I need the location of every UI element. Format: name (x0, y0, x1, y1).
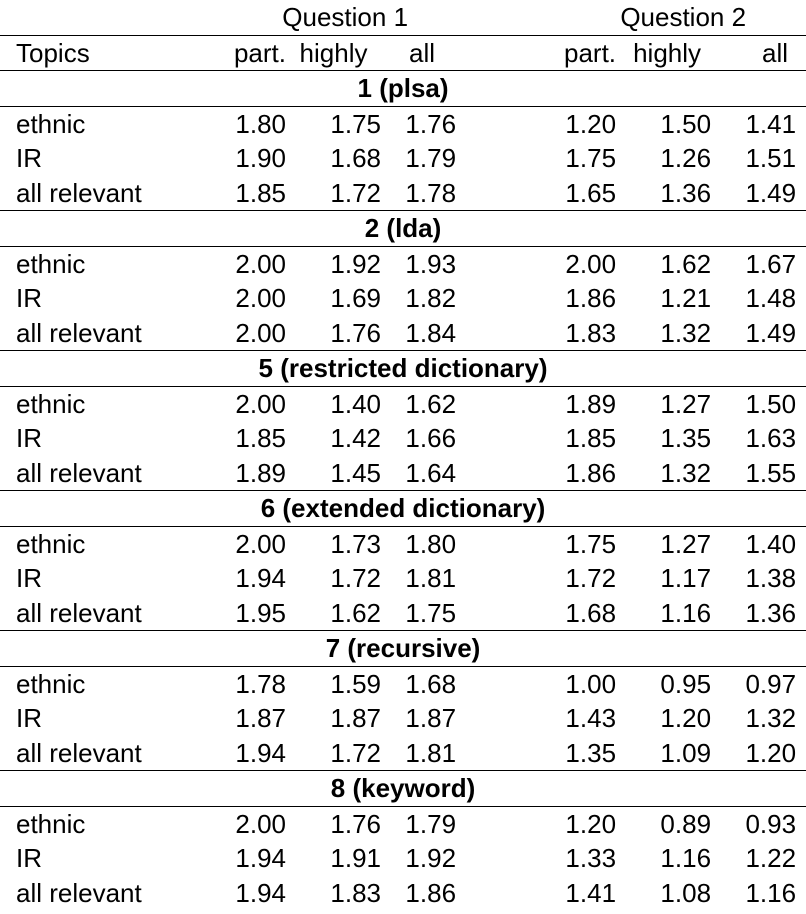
topic-label: all relevant (16, 457, 142, 488)
q1-highly-cell: 1.62 (330, 597, 381, 628)
section-title: 2 (lda) (0, 211, 806, 247)
q1-part-cell: 1.95 (235, 597, 286, 628)
topic-label: ethnic (0, 526, 210, 561)
q1-part-cell: 1.85 (235, 423, 286, 454)
q1-part-header: part. (210, 35, 286, 71)
topic-label: ethnic (0, 386, 210, 421)
q2-highly-cell: 1.21 (660, 283, 712, 314)
q1-highly-cell: 1.68 (330, 143, 381, 174)
table-row (0, 701, 806, 736)
q1-part-cell: 1.87 (235, 703, 286, 734)
topic-label: all relevant (16, 737, 142, 768)
topic-label: IR (16, 423, 42, 454)
q2-part-cell: 1.35 (565, 737, 617, 768)
table-row (0, 456, 806, 491)
table-row (0, 246, 806, 281)
q2-all-cell: 1.32 (745, 703, 797, 734)
q2-highly-cell: 0.89 (616, 806, 711, 841)
q2-part-cell: 1.20 (456, 806, 616, 841)
q2-all-cell: 1.55 (745, 457, 797, 488)
q1-all-header: all (381, 35, 456, 71)
table-row (0, 141, 806, 176)
q2-part-cell: 1.20 (456, 106, 616, 141)
topic-label: all relevant (16, 177, 142, 208)
table-row (0, 176, 806, 211)
topic-label: IR (16, 283, 42, 314)
q1-part-cell: 1.85 (235, 177, 286, 208)
q2-part-cell: 1.41 (565, 877, 617, 908)
q1-all-cell: 1.80 (381, 526, 456, 561)
q2-highly-cell: 1.32 (660, 317, 712, 348)
q2-part-cell: 1.65 (565, 177, 617, 208)
q1-highly-cell: 1.72 (330, 177, 381, 208)
topic-label: all relevant (16, 597, 142, 628)
q1-part-cell: 1.94 (235, 563, 286, 594)
table-row (0, 526, 806, 561)
q1-highly-header: highly (286, 35, 381, 71)
q1-all-cell: 1.64 (405, 457, 457, 488)
q2-highly-cell: 1.09 (660, 737, 712, 768)
q1-all-cell: 1.82 (405, 283, 457, 314)
q1-part-cell: 1.78 (210, 666, 286, 701)
q2-all-cell: 0.93 (711, 806, 806, 841)
q2-highly-cell: 1.08 (660, 877, 712, 908)
section-header-row (0, 491, 806, 527)
q1-highly-cell: 1.76 (286, 806, 381, 841)
question-2-header: Question 2 (620, 2, 747, 33)
topics-header: Topics (0, 35, 210, 71)
q1-part-cell: 2.00 (235, 283, 286, 314)
q2-all-cell: 1.40 (711, 526, 806, 561)
q1-highly-cell: 1.83 (330, 877, 381, 908)
q2-highly-cell: 1.26 (660, 143, 712, 174)
q2-highly-cell: 1.32 (660, 457, 712, 488)
q2-highly-cell: 1.17 (660, 563, 712, 594)
q1-highly-cell: 1.40 (286, 386, 381, 421)
q1-part-cell: 1.94 (235, 843, 286, 874)
q1-part-cell: 2.00 (210, 806, 286, 841)
q2-all-cell: 1.67 (711, 246, 806, 281)
q2-part-cell: 1.00 (456, 666, 616, 701)
q2-part-cell: 1.83 (565, 317, 617, 348)
q2-part-header: part. (456, 35, 616, 71)
topic-label: IR (16, 703, 42, 734)
table-row (0, 316, 806, 351)
table-row (0, 561, 806, 596)
q2-highly-cell: 1.27 (616, 526, 711, 561)
topic-label: IR (16, 843, 42, 874)
q2-highly-cell: 1.20 (660, 703, 712, 734)
q1-all-cell: 1.68 (381, 666, 456, 701)
q2-all-cell: 1.22 (745, 843, 797, 874)
q1-all-cell: 1.81 (405, 563, 457, 594)
q1-all-cell: 1.78 (405, 177, 457, 208)
q2-part-cell: 1.75 (456, 526, 616, 561)
q2-part-cell: 1.43 (565, 703, 617, 734)
q2-all-header: all (711, 35, 806, 71)
q1-part-cell: 1.94 (235, 737, 286, 768)
q1-all-cell: 1.79 (405, 143, 457, 174)
table-row (0, 841, 806, 876)
q2-highly-cell: 1.16 (660, 843, 712, 874)
question-1-header: Question 1 (282, 2, 409, 33)
q1-all-cell: 1.66 (405, 423, 457, 454)
q2-highly-cell: 1.36 (660, 177, 712, 208)
q2-part-cell: 1.86 (565, 457, 617, 488)
q2-part-cell: 2.00 (456, 246, 616, 281)
q1-part-cell: 1.90 (235, 143, 286, 174)
q1-part-cell: 2.00 (210, 246, 286, 281)
q1-all-cell: 1.79 (381, 806, 456, 841)
table-row (0, 596, 806, 631)
q1-all-cell: 1.87 (405, 703, 457, 734)
q2-all-cell: 1.63 (745, 423, 797, 454)
q2-all-cell: 1.51 (745, 143, 797, 174)
q2-all-cell: 1.48 (745, 283, 797, 314)
topic-label: all relevant (16, 877, 142, 908)
q1-all-cell: 1.86 (405, 877, 457, 908)
q2-part-cell: 1.89 (456, 386, 616, 421)
q2-all-cell: 1.36 (745, 597, 797, 628)
q2-part-cell: 1.68 (565, 597, 617, 628)
q1-highly-cell: 1.42 (330, 423, 381, 454)
section-header-row (0, 771, 806, 807)
q1-all-cell: 1.93 (381, 246, 456, 281)
q1-highly-cell: 1.45 (330, 457, 381, 488)
q2-all-cell: 0.97 (711, 666, 806, 701)
table-row (0, 876, 806, 911)
q1-highly-cell: 1.92 (286, 246, 381, 281)
table-row (0, 736, 806, 771)
topic-label: IR (16, 563, 42, 594)
q1-highly-cell: 1.72 (330, 737, 381, 768)
q2-highly-cell: 1.62 (616, 246, 711, 281)
q1-part-cell: 1.80 (210, 106, 286, 141)
q2-all-cell: 1.20 (745, 737, 797, 768)
topic-label: IR (16, 143, 42, 174)
section-title: 8 (keyword) (0, 771, 806, 807)
q1-highly-cell: 1.87 (330, 703, 381, 734)
topic-label: ethnic (0, 666, 210, 701)
section-header-row (0, 71, 806, 107)
q2-highly-cell: 1.27 (616, 386, 711, 421)
q1-highly-cell: 1.76 (330, 317, 381, 348)
q2-all-cell: 1.41 (711, 106, 806, 141)
section-title: 1 (plsa) (0, 71, 806, 107)
table-row (0, 281, 806, 316)
q2-part-cell: 1.86 (565, 283, 617, 314)
section-header-row (0, 351, 806, 387)
table-row (0, 421, 806, 456)
q1-highly-cell: 1.72 (330, 563, 381, 594)
section-title: 5 (restricted dictionary) (0, 351, 806, 387)
q2-part-cell: 1.33 (565, 843, 617, 874)
q1-highly-cell: 1.75 (286, 106, 381, 141)
section-title: 7 (recursive) (0, 631, 806, 667)
q2-all-cell: 1.49 (745, 317, 797, 348)
q1-highly-cell: 1.73 (286, 526, 381, 561)
q2-all-cell: 1.38 (745, 563, 797, 594)
q2-part-cell: 1.75 (565, 143, 617, 174)
q2-highly-header: highly (616, 35, 711, 71)
header-row-questions (0, 0, 806, 35)
q1-highly-cell: 1.59 (286, 666, 381, 701)
topic-label: ethnic (0, 106, 210, 141)
q2-highly-cell: 1.50 (616, 106, 711, 141)
table-row (0, 386, 806, 421)
q2-all-cell: 1.16 (745, 877, 797, 908)
q1-highly-cell: 1.69 (330, 283, 381, 314)
topic-label: ethnic (0, 806, 210, 841)
q2-part-cell: 1.85 (565, 423, 617, 454)
q1-part-cell: 2.00 (235, 317, 286, 348)
q2-all-cell: 1.49 (745, 177, 797, 208)
q1-all-cell: 1.92 (405, 843, 457, 874)
topic-label: all relevant (16, 317, 142, 348)
q1-part-cell: 1.94 (235, 877, 286, 908)
q1-all-cell: 1.81 (405, 737, 457, 768)
q2-highly-cell: 1.16 (660, 597, 712, 628)
section-title: 6 (extended dictionary) (0, 491, 806, 527)
q2-all-cell: 1.50 (711, 386, 806, 421)
q1-all-cell: 1.76 (381, 106, 456, 141)
q1-part-cell: 2.00 (210, 526, 286, 561)
section-header-row (0, 631, 806, 667)
q1-all-cell: 1.75 (405, 597, 457, 628)
q1-all-cell: 1.84 (405, 317, 457, 348)
q1-all-cell: 1.62 (381, 386, 456, 421)
table-row (0, 666, 806, 701)
q1-part-cell: 2.00 (210, 386, 286, 421)
section-header-row (0, 211, 806, 247)
q2-part-cell: 1.72 (565, 563, 617, 594)
q2-highly-cell: 0.95 (616, 666, 711, 701)
q2-highly-cell: 1.35 (660, 423, 712, 454)
header-row-columns (0, 35, 806, 71)
topic-label: ethnic (0, 246, 210, 281)
q1-part-cell: 1.89 (235, 457, 286, 488)
q1-highly-cell: 1.91 (330, 843, 381, 874)
table-row (0, 806, 806, 841)
table-row (0, 106, 806, 141)
